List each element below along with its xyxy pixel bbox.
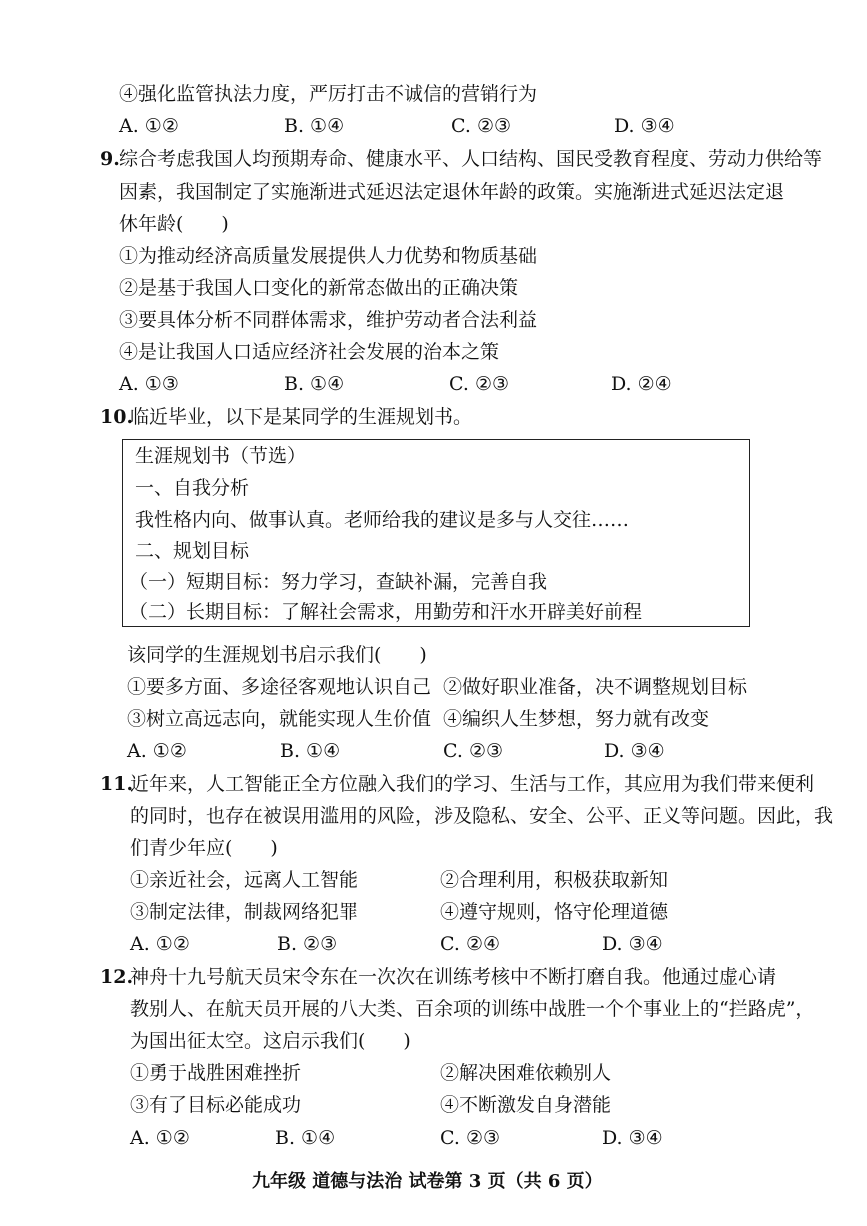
q10-prompt: 该同学的生涯规划书启示我们( ) <box>127 644 427 666</box>
q10-choice-d: D. ③④ <box>604 740 665 762</box>
q11-stem-line-1: 近年来，人工智能正全方位融入我们的学习、生活与工作，其应用为我们带来便利 <box>130 773 815 795</box>
q11-stem-line-3: 们青少年应( ) <box>130 837 278 859</box>
q11-number: 11. <box>100 773 134 795</box>
box-section-1: 一、自我分析 <box>135 477 250 499</box>
q12-choice-c: C. ②③ <box>440 1127 501 1149</box>
q11-option-3: ③制定法律，制裁网络犯罪 <box>130 901 359 923</box>
box-short-term-goal: （一）短期目标：努力学习，查缺补漏，完善自我 <box>129 571 548 593</box>
q12-option-2: ②解决困难依赖别人 <box>440 1062 612 1084</box>
q10-option-1: ①要多方面、多途径客观地认识自己 <box>127 676 432 698</box>
q10-choice-b: B. ①④ <box>280 740 341 762</box>
q10-option-4: ④编织人生梦想，努力就有改变 <box>443 708 710 730</box>
q9-stem-line-1: 综合考虑我国人均预期寿命、健康水平、人口结构、国民受教育程度、劳动力供给等 <box>119 148 823 170</box>
q10-option-2: ②做好职业准备，决不调整规划目标 <box>443 676 748 698</box>
box-title: 生涯规划书（节选） <box>135 445 307 467</box>
q9-option-1: ①为推动经济高质量发展提供人力优势和物质基础 <box>119 245 538 267</box>
q8-choice-b: B. ①④ <box>284 115 345 137</box>
q12-choice-b: B. ①④ <box>275 1127 336 1149</box>
q8-option-4: ④强化监管执法力度，严厉打击不诚信的营销行为 <box>119 83 538 105</box>
q11-choice-d: D. ③④ <box>602 933 663 955</box>
q12-stem-line-2: 教别人、在航天员开展的八大类、百余项的训练中战胜一个个事业上的“拦路虎”， <box>130 998 815 1020</box>
career-plan-box <box>122 439 750 627</box>
q9-stem-line-3: 休年龄( ) <box>119 213 229 235</box>
q12-stem-line-3: 为国出征太空。这启示我们( ) <box>130 1030 411 1052</box>
box-section-2: 二、规划目标 <box>135 540 250 562</box>
q11-choice-b: B. ②③ <box>277 933 338 955</box>
q9-choice-d: D. ②④ <box>611 373 672 395</box>
page-footer: 九年级 道德与法治 试卷第 3 页（共 6 页） <box>252 1171 603 1192</box>
q11-choice-a: A. ①② <box>130 933 190 955</box>
q9-choice-a: A. ①③ <box>119 373 179 395</box>
q12-option-3: ③有了目标必能成功 <box>130 1094 302 1116</box>
q10-option-3: ③树立高远志向，就能实现人生价值 <box>127 708 432 730</box>
q8-choice-a: A. ①② <box>119 115 179 137</box>
q10-choice-a: A. ①② <box>127 740 187 762</box>
q12-choice-d: D. ③④ <box>602 1127 663 1149</box>
q12-stem-line-1: 神舟十九号航天员宋令东在一次次在训练考核中不断打磨自我。他通过虚心请 <box>130 966 777 988</box>
q11-option-4: ④遵守规则，恪守伦理道德 <box>440 901 669 923</box>
q11-option-2: ②合理利用，积极获取新知 <box>440 869 669 891</box>
q10-stem: 临近毕业，以下是某同学的生涯规划书。 <box>130 406 473 428</box>
q10-number: 10. <box>100 406 134 428</box>
q9-stem-line-2: 因素，我国制定了实施渐进式延迟法定退休年龄的政策。实施渐进式延迟法定退 <box>119 181 785 203</box>
q12-option-1: ①勇于战胜困难挫折 <box>130 1062 302 1084</box>
q12-choice-a: A. ①② <box>130 1127 190 1149</box>
q8-choice-c: C. ②③ <box>451 115 512 137</box>
q9-option-4: ④是让我国人口适应经济社会发展的治本之策 <box>119 341 500 363</box>
q9-choice-b: B. ①④ <box>284 373 345 395</box>
q8-choice-d: D. ③④ <box>614 115 675 137</box>
q11-choice-c: C. ②④ <box>440 933 501 955</box>
box-long-term-goal: （二）长期目标：了解社会需求，用勤劳和汗水开辟美好前程 <box>129 601 643 623</box>
q12-option-4: ④不断激发自身潜能 <box>440 1094 612 1116</box>
q9-number: 9. <box>100 148 120 170</box>
q9-option-3: ③要具体分析不同群体需求，维护劳动者合法利益 <box>119 309 538 331</box>
q9-option-2: ②是基于我国人口变化的新常态做出的正确决策 <box>119 277 519 299</box>
box-self-analysis: 我性格内向、做事认真。老师给我的建议是多与人交往…… <box>135 509 630 531</box>
q11-stem-line-2: 的同时，也存在被误用滥用的风险，涉及隐私、安全、公平、正义等问题。因此，我 <box>130 805 834 827</box>
q10-choice-c: C. ②③ <box>443 740 504 762</box>
q11-option-1: ①亲近社会，远离人工智能 <box>130 869 359 891</box>
q12-number: 12. <box>100 966 134 988</box>
q9-choice-c: C. ②③ <box>449 373 510 395</box>
